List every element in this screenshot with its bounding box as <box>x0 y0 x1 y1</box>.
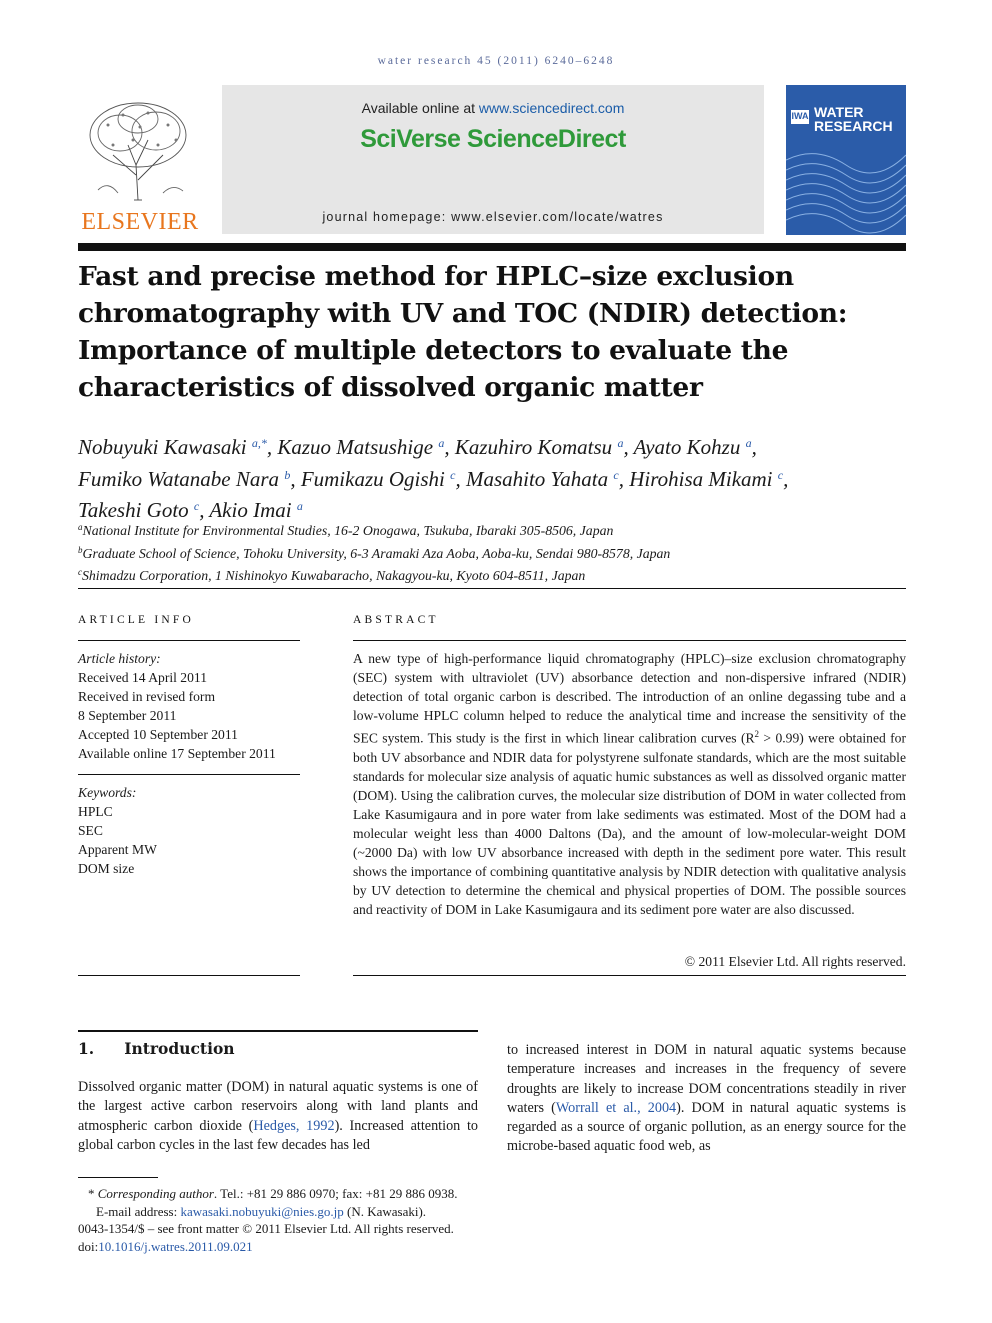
corresponding-author: * Corresponding author. Tel.: +81 29 886 0970; fax: +81 29 886 0938. <box>88 1186 458 1201</box>
abstract-rule <box>353 640 906 641</box>
section-title: Introduction <box>124 1039 235 1058</box>
intro-rule <box>78 1030 478 1032</box>
history-label: Article history: <box>78 651 161 666</box>
sciencedirect-banner <box>222 85 764 234</box>
author[interactable]: Akio Imai $^a$ <box>209 498 303 522</box>
doi-link[interactable]: 10.1016/j.watres.2011.09.021 <box>98 1238 253 1254</box>
keywords-label: Keywords: <box>78 785 137 800</box>
footnote-rule <box>78 1177 158 1178</box>
abstract-heading: ABSTRACT <box>353 614 439 626</box>
article-title: Fast and precise method for HPLC–size exclusion chromatography with UV and TOC (NDIR) detection: Importance of multiple detectors to evaluate the characteristics of dissolved organic matter <box>78 261 848 403</box>
article-info-rule <box>78 640 300 641</box>
section-heading <box>78 1039 235 1058</box>
history-rule <box>78 774 300 775</box>
history-item: Available online 17 September 2011 <box>78 746 276 761</box>
cover-title-line2: RESEARCH <box>814 118 893 134</box>
cover-title-line1: WATER <box>814 104 864 120</box>
keyword[interactable]: HPLC <box>78 804 113 819</box>
footnotes <box>78 1185 518 1255</box>
author[interactable]: Kazuhiro Komatsu $^a$ <box>454 435 624 459</box>
copyright: © 2011 Elsevier Ltd. All rights reserved. <box>684 954 906 969</box>
journal-homepage[interactable]: journal homepage: www.elsevier.com/locate/watres <box>322 210 664 224</box>
history-item: Received in revised form <box>78 689 216 704</box>
author[interactable]: Masahito Yahata $^c$ <box>465 466 619 491</box>
author[interactable]: Hirohisa Mikami $^c$ <box>629 466 784 491</box>
affiliations <box>78 518 906 586</box>
abstract-bottom-rule <box>353 975 906 976</box>
available-online <box>222 100 764 116</box>
author[interactable]: Kazuo Matsushige $^a$ <box>277 435 445 459</box>
abstract-text: A new type of high-performance liquid chromatography (HPLC)–size exclusion chromatography (SEC) system with ultraviolet (UV) absorbance detection and non-dispersive infrared (NDIR) detection of total organic carbon is described. The introduction of an online degassing tube and a low-volume HPLC column helped to reduce the analytical time and increase the sensitivity of the SEC system. This study is the first in which linear calibration curves $(R^2 > 0.99)$ were obtained for both UV absorbance and NDIR data for polystyrene sulfonate standards, which are the most suitable standards for molecular size analysis of aquatic humic substances as well as dissolved organic matter (DOM). Using the calibration curves, the molecular size distribution of DOM in water collected from Lake Kasumigaura and in pore water from lake sediments was estimated. Most of the DOM had a molecular weight less than 4000 Daltons (Da), and the amount of low-molecular-weight DOM (~2000 Da) with low UV absorbance increased with depth in the sediment pore water. This result shows the importance of combining quantitative analysis by NDIR detection with qualitative analysis by UV detection to determine the chemical and physical properties of DOM. The possible sources and reactivity of DOM in Lake Kasumigaura and its sediment pore water are also discussed. <box>353 651 906 917</box>
history-item: Received 14 April 2011 <box>78 670 207 685</box>
elsevier-wordmark: ELSEVIER <box>81 209 199 235</box>
elsevier-logo[interactable] <box>78 95 202 235</box>
affiliation-rule <box>78 588 906 589</box>
history-item: Accepted 10 September 2011 <box>78 727 238 742</box>
keyword[interactable]: Apparent MW <box>78 842 157 857</box>
header-rule <box>78 243 906 251</box>
affiliation: $^c$Shimadzu Corporation, 1 Nishinokyo Kuwabaracho, Nakagyou-ku, Kyoto 604-8511, Japan <box>78 567 586 583</box>
sciencedirect-link[interactable]: www.sciencedirect.com <box>478 100 625 116</box>
author[interactable]: Fumikazu Ogishi $^c$ <box>300 466 456 491</box>
author[interactable]: Fumiko Watanabe Nara $^b$ <box>78 466 291 491</box>
keyword[interactable]: SEC <box>78 823 103 838</box>
history-item: 8 September 2011 <box>78 708 177 723</box>
doi-line: doi:10.1016/j.watres.2011.09.021 <box>78 1238 253 1254</box>
section-number: 1. <box>78 1039 95 1058</box>
intro-left-column: Dissolved organic matter (DOM) in natural aquatic systems is one of the largest active carbon reservoirs along with land plants and atmospheric carbon dioxide (Hedges, 1992). Increased attention to global carbon cycles in the last few decades has led <box>78 1079 479 1153</box>
article-history <box>78 649 300 763</box>
author[interactable]: Ayato Kohzu $^a$ <box>633 435 752 459</box>
author[interactable]: Takeshi Goto $^c$ <box>78 498 200 522</box>
article-info-bottom-rule <box>78 975 300 976</box>
available-prefix: Available online at <box>361 100 479 116</box>
journal-cover[interactable] <box>786 85 906 235</box>
sciverse-brand[interactable]: SciVerse ScienceDirect <box>360 125 626 153</box>
citation-link[interactable]: Hedges, 1992 <box>253 1117 335 1134</box>
running-head: water research 45 (2011) 6240–6248 <box>377 55 615 67</box>
author[interactable]: Nobuyuki Kawasaki $^{a,*}$ <box>78 435 267 459</box>
intro-right-column: to increased interest in DOM in natural aquatic systems because temperature increases and increases in the frequency of severe droughts are likely to increase DOM concentrations steadily in river waters (Worrall et al., 2004). DOM in natural aquatic systems is regarded as a source of organic pollution, as an energy source for the microbe-based aquatic food web, as <box>507 1042 906 1155</box>
email-link[interactable]: kawasaki.nobuyuki@nies.go.jp <box>180 1203 344 1219</box>
keyword[interactable]: DOM size <box>78 861 135 876</box>
iwa-badge: IWA <box>791 111 809 121</box>
affiliation: $^a$National Institute for Environmental Studies, 16-2 Onogawa, Tsukuba, Ibaraki 305-8506, Japan <box>78 522 614 538</box>
affiliation: $^b$Graduate School of Science, Tohoku University, 6-3 Aramaki Aza Aoba, Aoba-ku, Sendai 980-8578, Japan <box>78 544 671 561</box>
keywords <box>78 783 300 878</box>
author-list: Nobuyuki Kawasaki $^{a,*}$, Kazuo Matsushige $^a$, Kazuhiro Komatsu $^a$, Ayato Kohzu $^a$, Fumiko Watanabe Nara $^b$, Fumikazu Ogishi $^c$, Masahito Yahata $^c$, Hirohisa Mikami $^c$, Takeshi Goto $^c$, Akio Imai $^a$ <box>78 435 789 522</box>
issn-line: 0043-1354/$ – see front matter © 2011 Elsevier Ltd. All rights reserved. <box>78 1221 454 1236</box>
email-line: E-mail address: kawasaki.nobuyuki@nies.go.jp (N. Kawasaki). <box>96 1203 427 1219</box>
article-info-heading: ARTICLE INFO <box>78 614 194 626</box>
citation-link[interactable]: Worrall et al., 2004 <box>555 1099 677 1116</box>
